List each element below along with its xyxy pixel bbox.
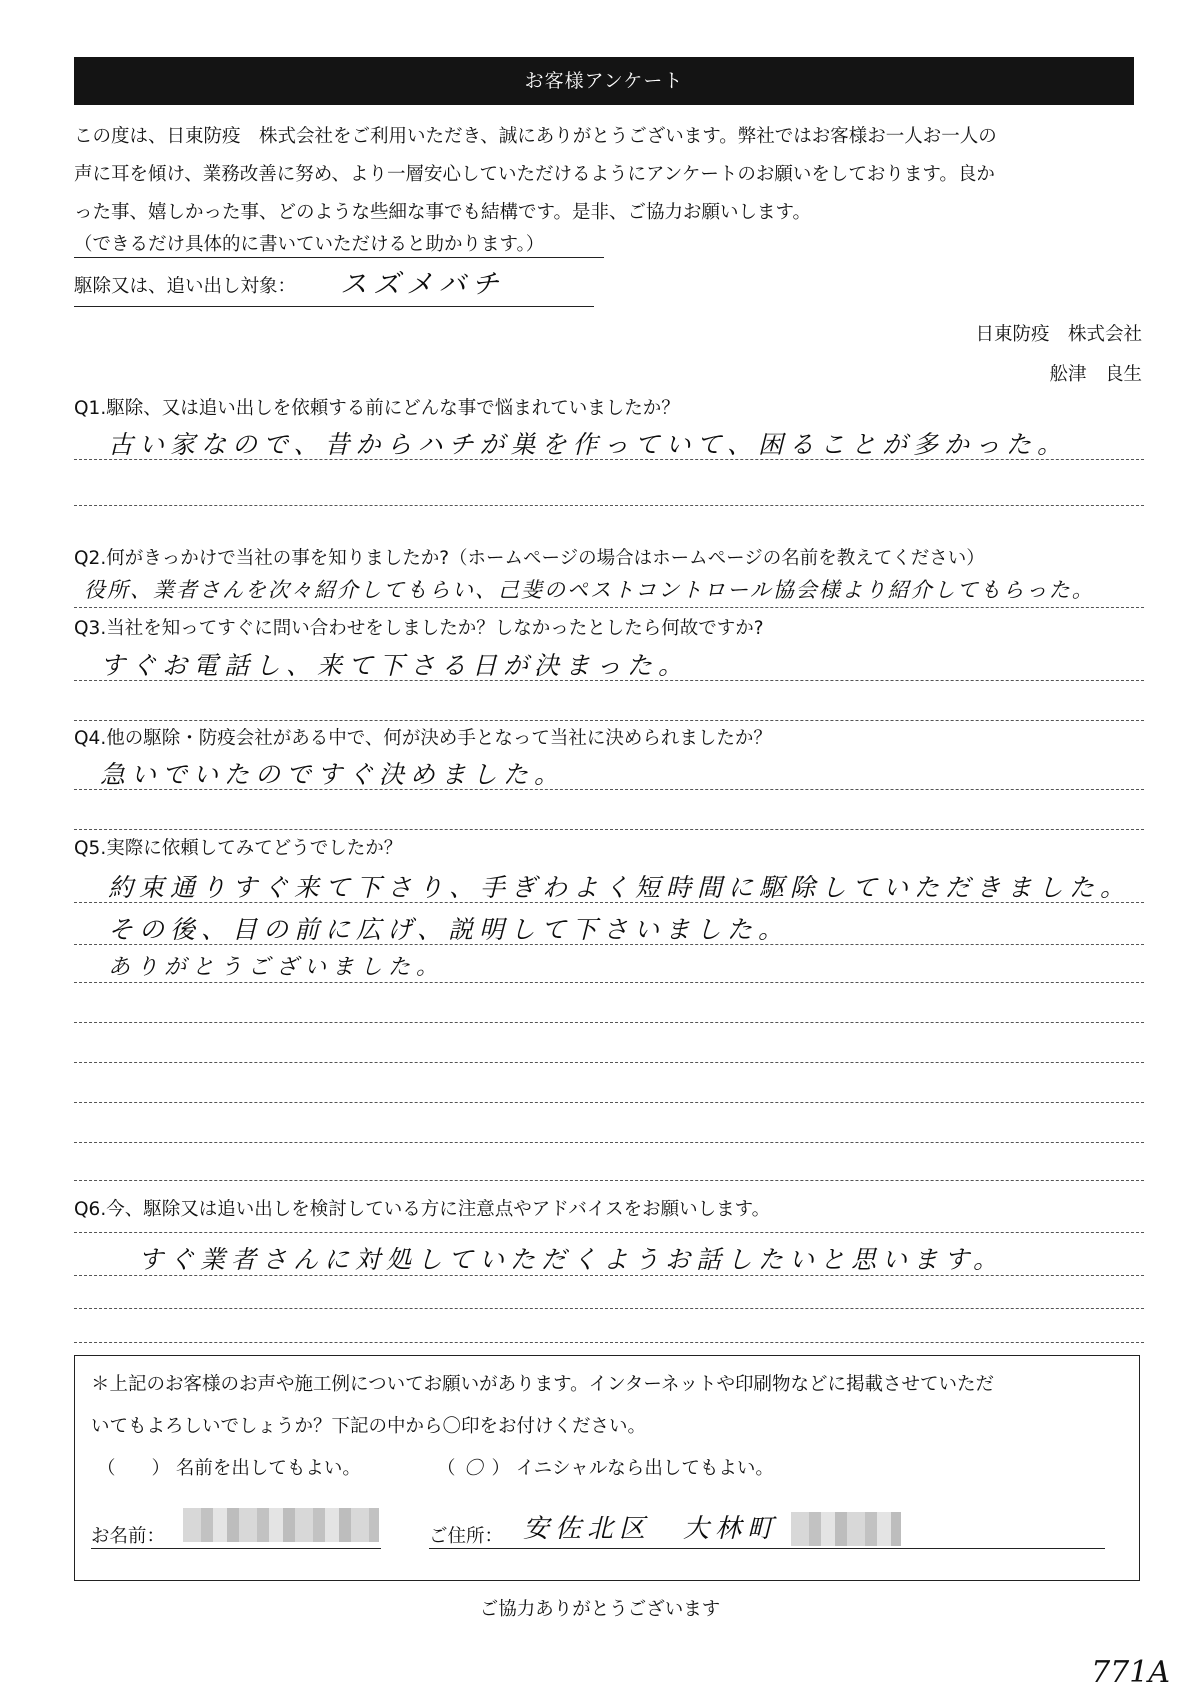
- address-label: ご住所：: [429, 1526, 504, 1547]
- consent-line-1: ＊上記のお客様のお声や施工例についてお願いがあります。インターネットや印刷物などに掲載させていただ: [91, 1374, 994, 1395]
- survey-title: お客様アンケート: [524, 70, 684, 92]
- question-4: Q4.他の駆除・防疫会社がある中で、何が決め手となって当社に決められましたか？: [74, 728, 772, 749]
- intro-text: [74, 118, 1144, 232]
- redacted-address: [791, 1512, 901, 1546]
- answer-rule: [74, 944, 1144, 945]
- answer-rule: [74, 1142, 1144, 1143]
- intro-line: 声に耳を傾け、業務改善に努め、より一層安心していただけるようにアンケートのお願いをしております。良か: [74, 164, 995, 185]
- request-note: （できるだけ具体的に書いていただけると助かります。）: [74, 234, 545, 255]
- option-2-label: イニシャルなら出してもよい。: [515, 1458, 774, 1479]
- answer-rule: [74, 1022, 1144, 1023]
- question-5: Q5.実際に依頼してみてどうでしたか？: [74, 838, 403, 859]
- answer-rule: [74, 607, 1144, 608]
- question-1: Q1.駆除、又は追い出しを依頼する前にどんな事で悩まれていましたか？: [74, 398, 680, 419]
- consent-line-2: いてもよろしいでしょうか？下記の中から〇印をお付けください。: [91, 1416, 647, 1437]
- page-number: 771A: [1091, 1655, 1170, 1690]
- answer-5-line-2: その後、目の前に広げ、説明して下さいました。: [108, 915, 790, 944]
- answer-4-line-1: 急いでいたのですぐ決めました。: [100, 760, 566, 789]
- answer-rule: [74, 505, 1144, 506]
- option-1-paren-open: （: [97, 1458, 116, 1479]
- name-underline: [91, 1548, 381, 1549]
- answer-rule: [74, 829, 1144, 830]
- target-label: 駆除又は、追い出し対象：: [74, 276, 297, 297]
- consent-box: [74, 1355, 1140, 1581]
- answer-rule: [74, 1180, 1144, 1181]
- answer-rule: [74, 1232, 1144, 1233]
- answer-rule: [74, 1275, 1144, 1276]
- answer-rule: [74, 720, 1144, 721]
- option-2-mark: 〇: [464, 1458, 483, 1479]
- question-6: Q6.今、駆除又は追い出しを検討している方に注意点やアドバイスをお願いします。: [74, 1199, 771, 1220]
- option-1[interactable]: [97, 1454, 361, 1480]
- target-answer: スズメバチ: [340, 269, 505, 300]
- question-3: Q3.当社を知ってすぐに問い合わせをしましたか？しなかったとしたら何故ですか?: [74, 618, 764, 639]
- answer-6-line-1: すぐ業者さんに対処していただくようお話したいと思います。: [138, 1245, 1005, 1274]
- company-person: 舩津 良生: [1049, 364, 1142, 385]
- answer-2-line-1: 役所、業者さんを次々紹介してもらい、己斐のペストコントロール協会様より紹介してもらった。: [84, 578, 1095, 602]
- answer-rule: [74, 902, 1144, 903]
- question-2: Q2.何がきっかけで当社の事を知りましたか?（ホームページの場合はホームページの名前を教えてください）: [74, 548, 985, 569]
- name-label: お名前：: [91, 1526, 166, 1547]
- intro-line: った事、嬉しかった事、どのような些細な事でも結構です。是非、ご協力お願いします。: [74, 202, 812, 223]
- option-1-label: 名前を出してもよい。: [175, 1458, 361, 1479]
- answer-rule: [74, 1062, 1144, 1063]
- answer-rule: [74, 459, 1144, 460]
- answer-rule: [74, 789, 1144, 790]
- answer-1-line-1: 古い家なので、昔からハチが巣を作っていて、困ることが多かった。: [108, 430, 1069, 459]
- survey-title-bar: [74, 57, 1134, 105]
- answer-rule: [74, 1342, 1144, 1343]
- redacted-name: [183, 1508, 379, 1542]
- answer-rule: [74, 680, 1144, 681]
- address-underline: [429, 1548, 1105, 1549]
- address-value: 安佐北区 大林町: [523, 1514, 780, 1544]
- answer-5-line-1: 約束通りすぐ来て下さり、手ぎわよく短時間に駆除していただきました。: [108, 873, 1132, 902]
- note-underline: [74, 257, 604, 258]
- option-2-paren-close: ）: [491, 1458, 511, 1479]
- option-1-paren-close: ）: [151, 1458, 171, 1479]
- answer-rule: [74, 982, 1144, 983]
- thanks-footer: ご協力ありがとうございます: [479, 1599, 721, 1620]
- target-underline: [74, 306, 594, 307]
- answer-rule: [74, 1102, 1144, 1103]
- option-2-paren-open: （: [437, 1458, 456, 1479]
- company-name: 日東防疫 株式会社: [975, 324, 1142, 345]
- option-2[interactable]: [437, 1454, 774, 1480]
- answer-rule: [74, 1308, 1144, 1309]
- answer-3-line-1: すぐお電話し、来て下さる日が決まった。: [100, 651, 690, 680]
- answer-5-line-3: ありがとうございました。: [108, 955, 445, 980]
- intro-line: この度は、日東防疫 株式会社をご利用いただき、誠にありがとうございます。弊社ではお客様お一人お一人の: [74, 126, 997, 147]
